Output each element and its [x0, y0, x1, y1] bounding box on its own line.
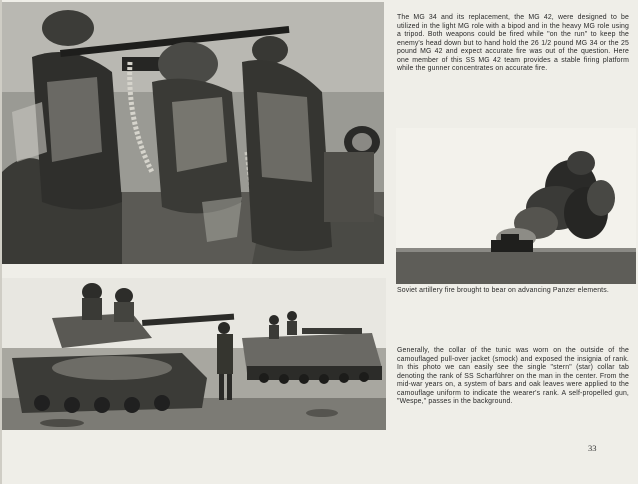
caption-soviet-artillery: Soviet artillery fire brought to bear on advancing Panzer elements.: [397, 287, 609, 294]
caption-collar-insignia: Generally, the collar of the tunic was worn on the outside of the camouflaged pull-over jacket (smock) and exposed the insignia of rank. In this photo we can easily see the single "stern" (star) collar tab denoting the rank of SS Scharführer on the man in the center. From the mid-war years on, a system of bars and oak leaves were applied to the camouflage uniform to indicate the wearer's rank. A self-propelled gun, "Wespe," passes in the background.: [397, 347, 629, 406]
photo-t34-and-wespe-image: [2, 278, 386, 430]
photo-t34-and-wespe: [2, 278, 386, 430]
photo-mg42-team-image: [2, 2, 384, 264]
caption-mg34-mg42: The MG 34 and its replacement, the MG 42, were designed to be utilized in the light MG role with a bipod and in the heavy MG role using a tripod. Both weapons could be fired while "on the run" to keep the enemy's head down but to hand hold the 26 1/2 pound MG 34 or the 25 pound MG 42 and expect accurate fire was out of the question. Here one member of this SS MG 42 team provides a stable firing platform while the gunner concentrates on accurate fire.: [397, 14, 629, 73]
photo-mg42-team: [2, 2, 384, 264]
page-number: 33: [588, 443, 597, 453]
photo-artillery-explosion-image: [396, 128, 636, 284]
photo-artillery-explosion: [396, 128, 636, 284]
